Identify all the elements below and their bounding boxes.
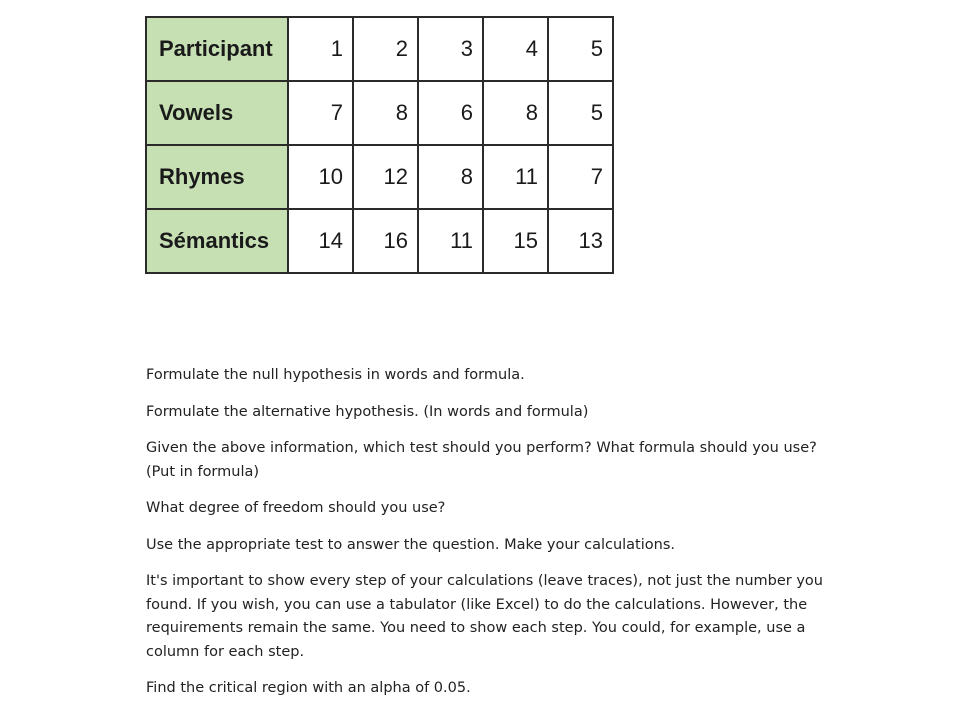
table-cell: 13	[548, 209, 613, 273]
table-cell: 12	[353, 145, 418, 209]
question-alternative-hypothesis: Formulate the alternative hypothesis. (In words and formula)	[146, 403, 589, 420]
questions-section	[146, 364, 826, 714]
table-row-participant	[146, 17, 613, 81]
table-cell: 1	[288, 17, 353, 81]
table-cell: 11	[483, 145, 548, 209]
table-row-semantics	[146, 209, 613, 273]
table-row-vowels	[146, 81, 613, 145]
question-degree-of-freedom: What degree of freedom should you use?	[146, 500, 446, 516]
table-cell: 3	[418, 17, 483, 81]
table-cell: 2	[353, 17, 418, 81]
row-header-participant: Participant	[146, 17, 288, 81]
table-cell: 7	[288, 81, 353, 145]
table-cell: 5	[548, 81, 613, 145]
question-which-test: Given the above information, which test should you perform? What formula should you use? (Put in formula)	[146, 440, 817, 480]
table-cell: 16	[353, 209, 418, 273]
row-header-vowels: Vowels	[146, 81, 288, 145]
question-critical-region: Find the critical region with an alpha of 0.05.	[146, 680, 471, 696]
table-cell: 8	[353, 81, 418, 145]
table-cell: 7	[548, 145, 613, 209]
instructions-show-steps: It's important to show every step of your calculations (leave traces), not just the number you found. If you wish, you can use a tabulator (like Excel) to do the calculations. However, the requirements remain the same. You need to show each step. You could, for example, use a column for each step.	[146, 573, 823, 660]
table-cell: 15	[483, 209, 548, 273]
row-header-semantics: Sémantics	[146, 209, 288, 273]
question-null-hypothesis: Formulate the null hypothesis in words and formula.	[146, 367, 525, 383]
table-cell: 6	[418, 81, 483, 145]
table-cell: 4	[483, 17, 548, 81]
table-cell: 8	[483, 81, 548, 145]
row-header-rhymes: Rhymes	[146, 145, 288, 209]
table-cell: 8	[418, 145, 483, 209]
table-cell: 11	[418, 209, 483, 273]
table-row-rhymes	[146, 145, 613, 209]
question-calculations: Use the appropriate test to answer the question. Make your calculations.	[146, 536, 675, 553]
table-cell: 5	[548, 17, 613, 81]
table-cell: 14	[288, 209, 353, 273]
table-cell: 10	[288, 145, 353, 209]
data-table	[145, 16, 614, 274]
